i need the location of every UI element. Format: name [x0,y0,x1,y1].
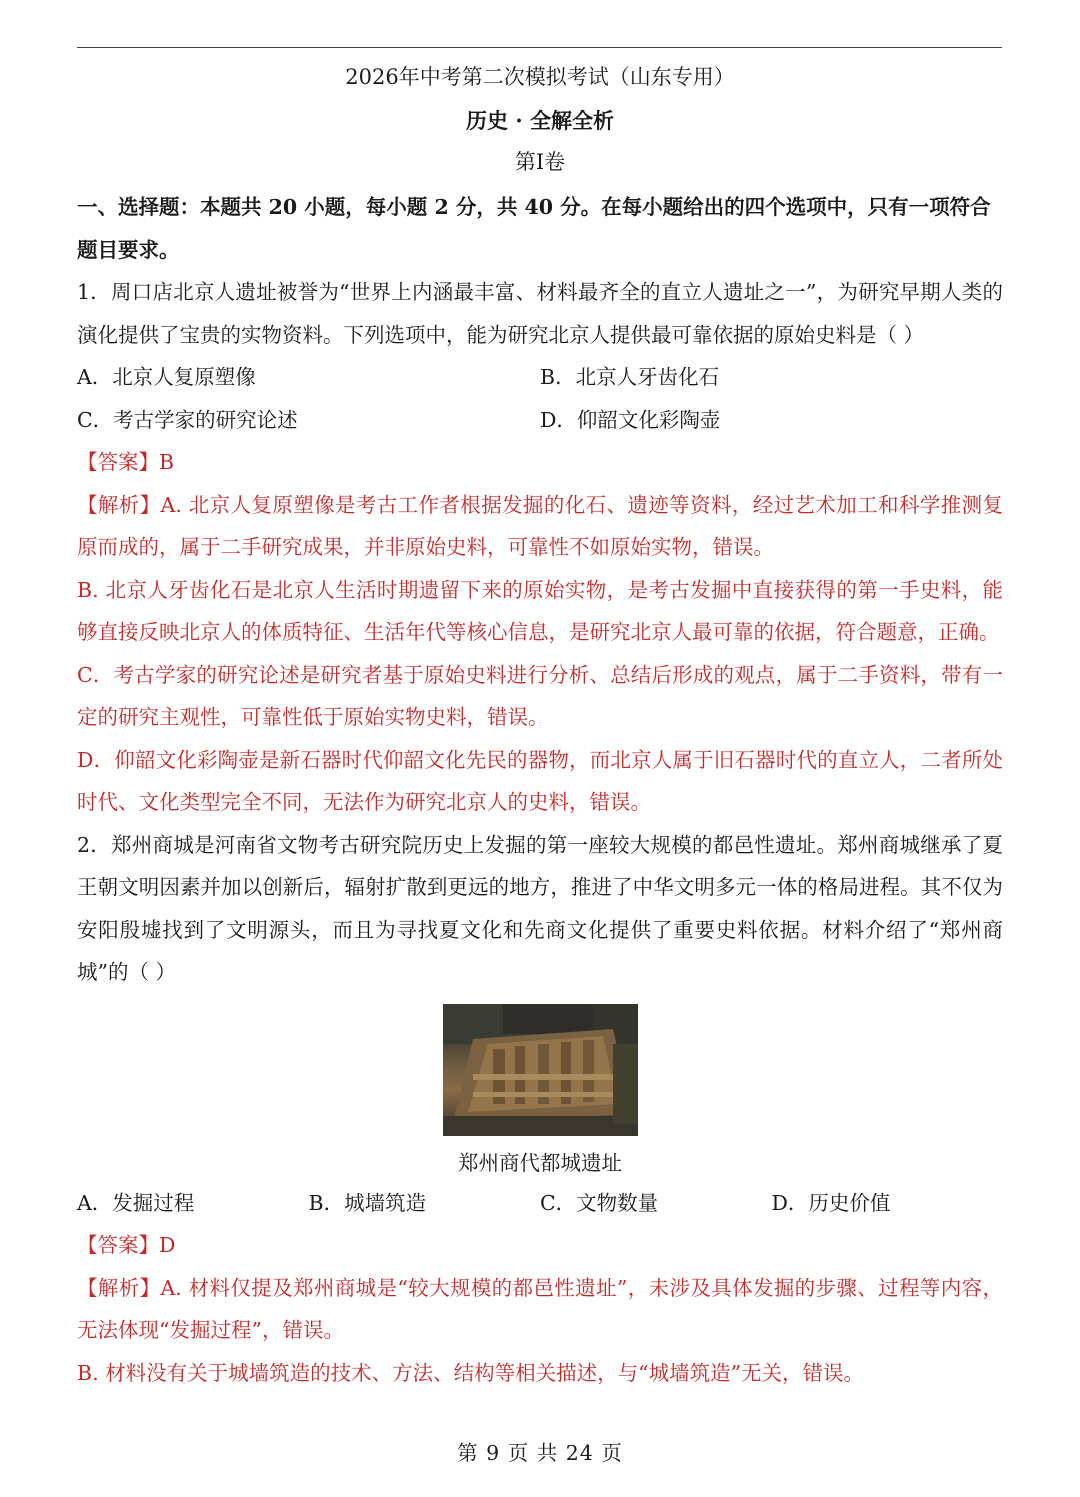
volume-label: 第Ⅰ卷 [514,150,566,174]
question-2-stem: 2．郑州商城是河南省文物考古研究院历史上发掘的第一座较大规模的都邑性遗址。郑州商城继承了夏王朝文明因素并加以创新后，辐射扩散到更远的地方，推进了中华文明多元一体的格局进程。其不仅为安阳殷墟找到了文明源头，而且为寻找夏文化和先商文化提供了重要史料依据。材料介绍了“郑州商城”的（ ） [77,832,1003,984]
question-1-analysis-d: D．仰韶文化彩陶壶是新石器时代仰韶文化先民的器物，而北京人属于旧石器时代的直立人，二者所处时代、文化类型完全不同，无法作为研究北京人的史料，错误。 [77,747,1003,814]
page-footer: 第 9 页 共 24 页 [457,1441,623,1465]
question-2-answer: 【答案】D [77,1233,176,1257]
question-1-stem: 1．周口店北京人遗址被誉为“世界上内涵最丰富、材料最齐全的直立人遗址之一”，为研究早期人类的演化提供了宝贵的实物资料。下列选项中，能为研究北京人提供最可靠依据的原始史料是（ ） [77,280,1003,347]
exam-subtitle: 历史 · 全解全析 [466,108,614,133]
question-2-analysis-b: B. 材料没有关于城墙筑造的技术、方法、结构等相关描述，与“城墙筑造”无关，错误。 [77,1360,865,1385]
section-heading-line2: 题目要求。 [77,237,180,262]
section-heading [77,186,1003,271]
question-1-option-d: D．仰韶文化彩陶壶 [540,407,721,432]
question-1-options-row-2 [77,399,1003,442]
header-rule [77,47,1002,48]
figure-caption: 郑州商代都城遗址 [458,1150,622,1175]
document-body [77,186,1003,1394]
question-2-options-row [77,1182,1003,1225]
question-1-analysis-c: C．考古学家的研究论述是研究者基于原始史料进行分析、总结后形成的观点，属于二手资料，带有一定的研究主观性，可靠性低于原始实物史料，错误。 [77,662,1003,729]
question-1-option-a: A．北京人复原塑像 [77,365,256,389]
question-1-option-b: B．北京人牙齿化石 [540,365,720,389]
question-2-option-d: D．历史价值 [771,1190,891,1215]
question-2-figure [77,994,1003,1182]
excavation-site-photo [443,1004,638,1136]
question-1-options-row-1 [77,356,1003,399]
question-1-analysis-b: B. 北京人牙齿化石是北京人生活时期遗留下来的原始实物，是考古发掘中直接获得的第一手史料，能够直接反映北京人的体质特征、生活年代等核心信息，是研究北京人最可靠的依据，符合题意，正确。 [77,577,1003,644]
question-2-option-a: A．发掘过程 [77,1190,195,1215]
exam-title: 2026年中考第二次模拟考试（山东专用） [345,65,735,89]
question-2-option-c: C．文物数量 [540,1190,659,1215]
question-1-analysis-a: 【解析】A. 北京人复原塑像是考古工作者根据发掘的化石、遗迹等资料，经过艺术加工和科学推测复原而成的，属于二手研究成果，并非原始史料，可靠性不如原始实物，错误。 [77,492,1003,559]
question-1-option-c: C．考古学家的研究论述 [77,407,298,432]
question-2-option-b: B．城墙筑造 [308,1190,427,1215]
question-1-answer: 【答案】B [77,450,175,474]
question-2-analysis-a: 【解析】A. 材料仅提及郑州商城是“较大规模的都邑性遗址”，未涉及具体发掘的步骤、过程等内容，无法体现“发掘过程”，错误。 [77,1275,1003,1342]
section-heading-line1: 一、选择题：本题共 20 小题，每小题 2 分，共 40 分。在每小题给出的四个选项中，只有一项符合 [77,195,991,219]
